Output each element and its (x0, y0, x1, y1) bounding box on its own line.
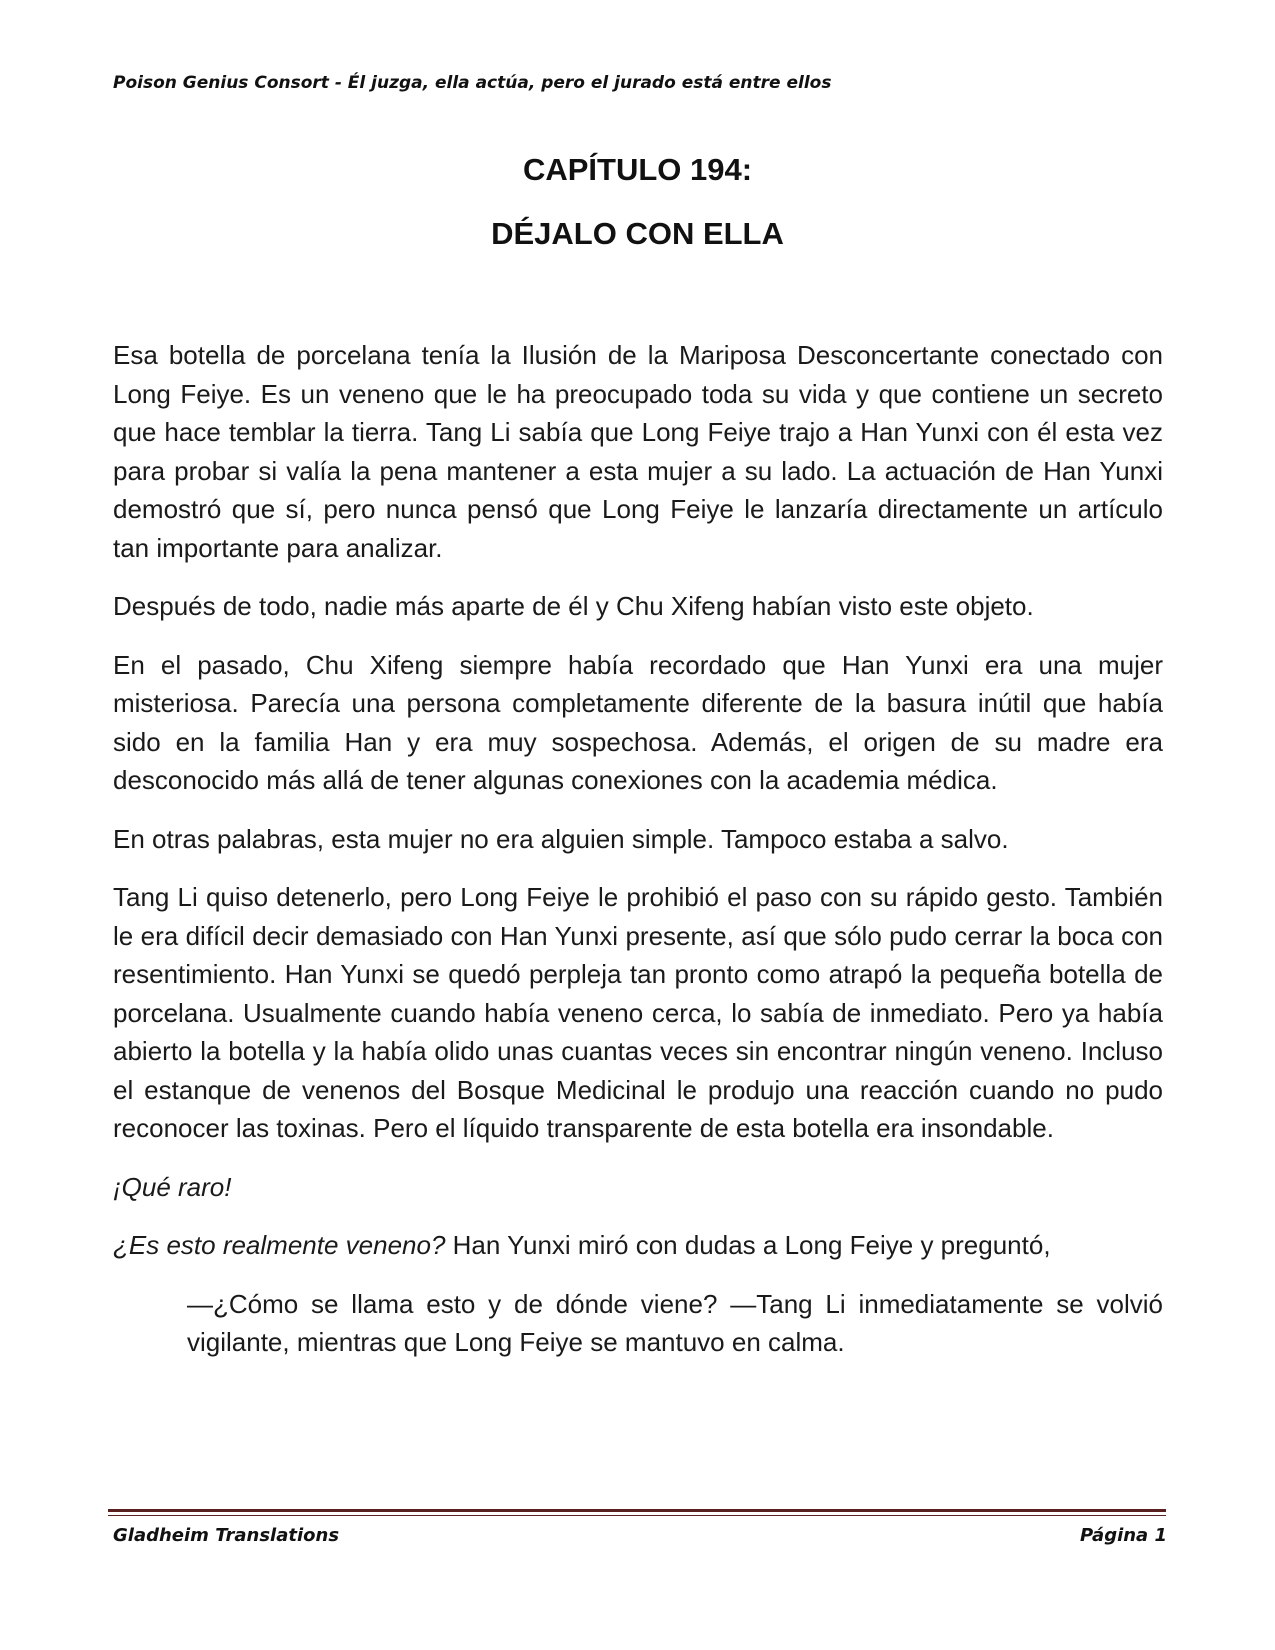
footer-rule (108, 1509, 1166, 1512)
question-rest: Han Yunxi miró con dudas a Long Feiye y preguntó, (445, 1230, 1051, 1260)
chapter-body (113, 336, 1163, 1382)
chapter-title: DÉJALO CON ELLA (491, 216, 784, 251)
page-number: Página 1 (1080, 1525, 1167, 1546)
chapter-number: CAPÍTULO 194: (522, 152, 753, 187)
paragraph: Tang Li quiso detenerlo, pero Long Feiye le prohibió el paso con su rápido gesto. También le era difícil decir demasiado con Han Yunxi presente, así que sólo pudo cerrar la boca con resentimiento. Han Yunxi se quedó perpleja tan pronto como atrapó la pequeña botella de porcelana. Usualmente cuando había veneno cerca, lo sabía de inmediato. Pero ya había abierto la botella y la había olido unas cuantas veces sin encontrar ningún veneno. Incluso el estanque de venenos del Bosque Medicinal le produjo una reacción cuando no pudo reconocer las toxinas. Pero el líquido transparente de esta botella era insondable. (113, 882, 1163, 1143)
paragraph: En otras palabras, esta mujer no era alguien simple. Tampoco estaba a salvo. (113, 823, 1009, 854)
question-italic: ¿Es esto realmente veneno? (113, 1230, 446, 1260)
footer-translator: Gladheim Translations (113, 1525, 340, 1546)
running-header: Poison Genius Consort - Él juzga, ella actúa, pero el jurado está entre ellos (113, 73, 832, 93)
paragraph: Esa botella de porcelana tenía la Ilusión de la Mariposa Desconcertante conectado con Long Feiye. Es un veneno que le ha preocupado toda su vida y que contiene un secreto que hace temblar la tierra. Tang Li sabía que Long Feiye trajo a Han Yunxi con él esta vez para probar si valía la pena mantener a esta mujer a su lado. La actuación de Han Yunxi demostró que sí, pero nunca pensó que Long Feiye le lanzaría directamente un artículo tan importante para analizar. (113, 340, 1163, 563)
question-paragraph (113, 1226, 1163, 1265)
footer-rule-thin (108, 1515, 1166, 1516)
paragraph: En el pasado, Chu Xifeng siempre había recordado que Han Yunxi era una mujer misteriosa. Parecía una persona completamente diferente de la basura inútil que había sido en la familia Han y era muy sospechosa. Además, el origen de su madre era desconocido más allá de tener algunas conexiones con la academia médica. (113, 649, 1163, 795)
dialogue-paragraph: —¿Cómo se llama esto y de dónde viene? —Tang Li inmediatamente se volvió vigilante, mientras que Long Feiye se mantuvo en calma. (187, 1288, 1163, 1357)
paragraph: Después de todo, nadie más aparte de él y Chu Xifeng habían visto este objeto. (113, 591, 1034, 621)
italic-thought: ¡Qué raro! (113, 1171, 232, 1202)
